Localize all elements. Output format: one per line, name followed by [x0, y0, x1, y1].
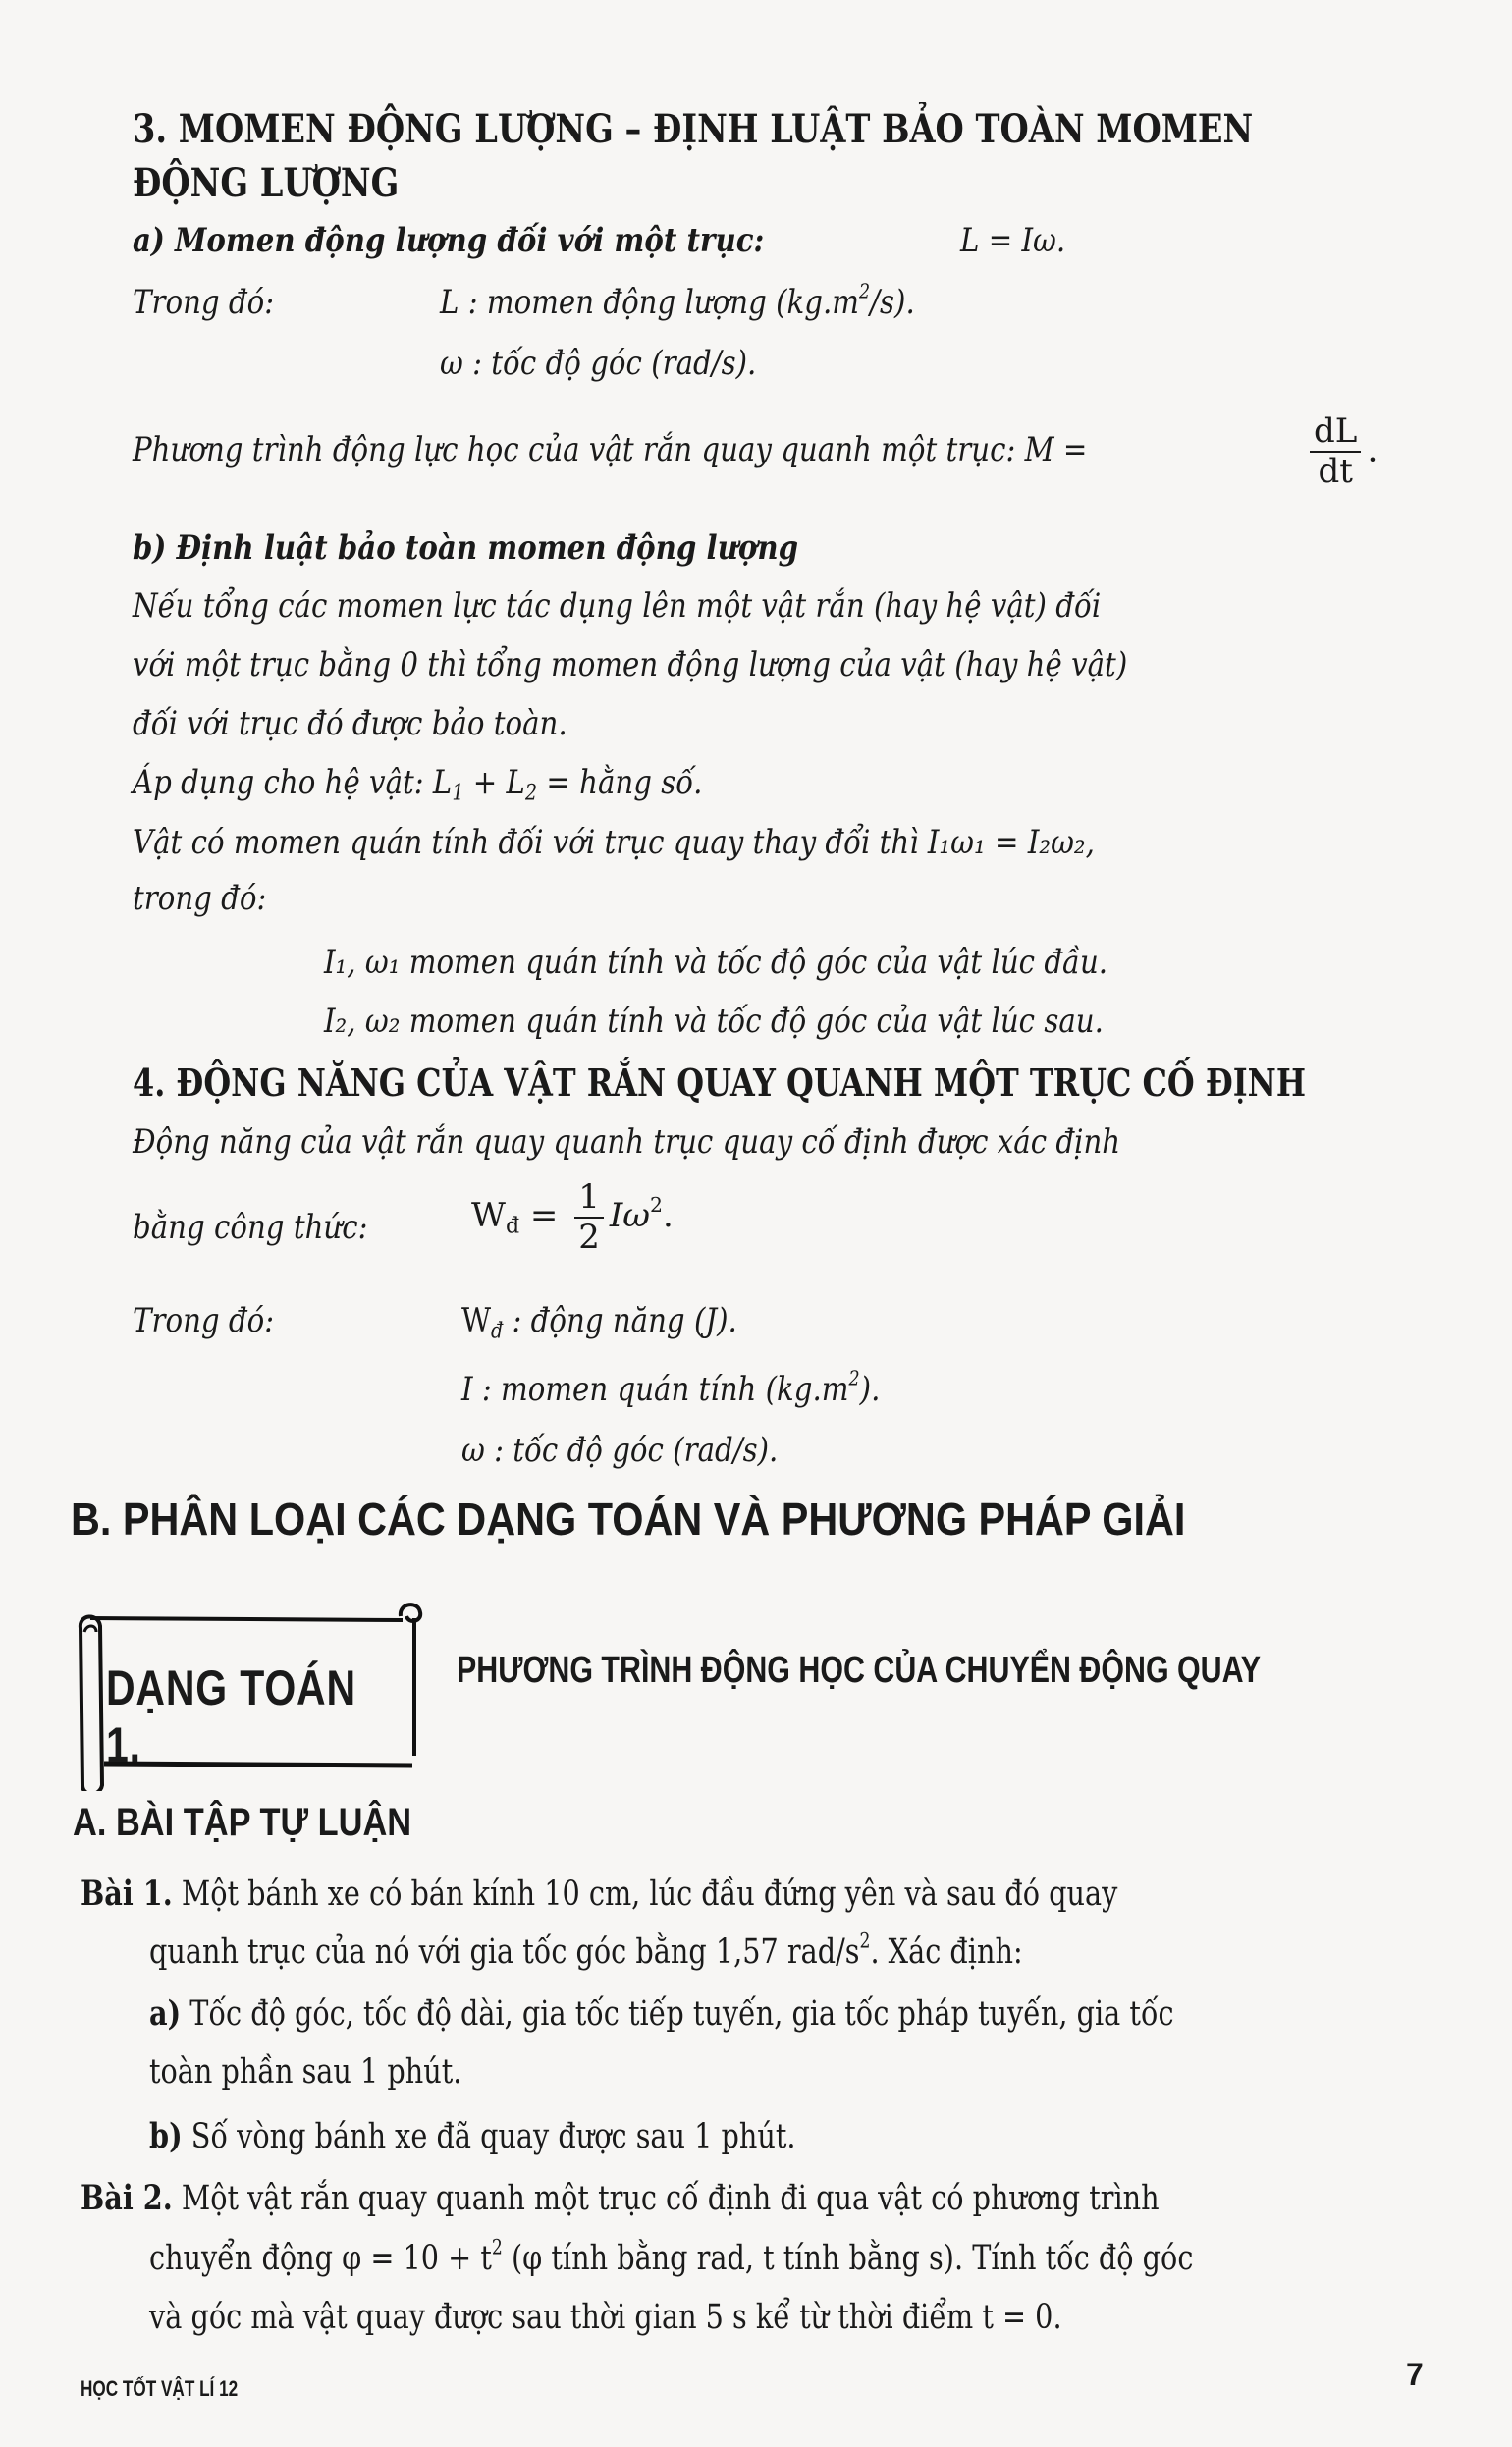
exercise-1-label: Bài 1.: [81, 1874, 173, 1914]
initial-state-definition: I₁, ω₁ momen quán tính và tốc độ góc của vật lúc đầu.: [324, 943, 1108, 982]
conservation-paragraph-line1: Nếu tổng các momen lực tác dụng lên một vật rắn (hay hệ vật) đối: [133, 586, 1102, 625]
where-label-2: Trong đó:: [133, 1301, 275, 1340]
exercise-2-label: Bài 2.: [81, 2178, 173, 2218]
problem-type-label: DẠNG TOÁN 1.: [106, 1660, 356, 1772]
problem-type-banner: [69, 1599, 442, 1791]
section3-heading-line1: 3. MOMEN ĐỘNG LƯỢNG – ĐỊNH LUẬT BẢO TOÀN MOMEN: [133, 106, 1254, 152]
final-state-definition: I₂, ω₂ momen quán tính và tốc độ góc của vật lúc sau.: [324, 1002, 1104, 1041]
subsection-b-title: b) Định luật bảo toàn momen động lượng: [133, 528, 799, 568]
exercise-2-line1: Bài 2. Một vật rắn quay quanh một trục cố định đi qua vật có phương trình: [81, 2178, 1160, 2218]
essay-exercises-heading: A. BÀI TẬP TỰ LUẬN: [73, 1801, 412, 1844]
section4-heading: 4. ĐỘNG NĂNG CỦA VẬT RẮN QUAY QUANH MỘT TRỤC CỐ ĐỊNH: [133, 1060, 1307, 1105]
page-number: 7: [1406, 2357, 1424, 2392]
exercise-2-line3: và góc mà vật quay được sau thời gian 5 s kể từ thời điểm t = 0.: [149, 2298, 1062, 2337]
angular-momentum-formula: L = Iω.: [960, 221, 1066, 260]
definition-Wd: $W_đ$ : động năng (J).: [461, 1301, 737, 1344]
dynamics-fraction: $\frac{dL}{dt}$ .: [1304, 412, 1377, 491]
definition-omega-2: ω : tốc độ góc (rad/s).: [461, 1431, 779, 1470]
exercise-1a-line2: toàn phần sau 1 phút.: [149, 2052, 462, 2092]
kinetic-energy-intro-line1: Động năng của vật rắn quay quanh trục quay cố định được xác định: [133, 1122, 1121, 1162]
problem-type-title: PHƯƠNG TRÌNH ĐỘNG HỌC CỦA CHUYỂN ĐỘNG QUAY: [457, 1650, 1262, 1691]
kinetic-energy-intro-line2: bằng công thức:: [133, 1208, 368, 1247]
definition-I: I : momen quán tính $(kg.m^2)$.: [461, 1366, 881, 1409]
conservation-paragraph-line2: với một trục bằng 0 thì tổng momen động lượng của vật (hay hệ vật): [133, 645, 1128, 684]
where-label: Trong đó:: [133, 283, 275, 322]
section3-heading-line2: ĐỘNG LƯỢNG: [133, 160, 400, 206]
exercise-1b: b) Số vòng bánh xe đã quay được sau 1 phút.: [149, 2116, 796, 2156]
conservation-paragraph-line3: đối với trục đó được bảo toàn.: [133, 704, 567, 743]
kinetic-energy-formula: $W_đ$ = $\frac{1}{2}$ $I\omega^2$.: [471, 1177, 674, 1258]
inertia-change-statement: Vật có momen quán tính đối với trục quay thay đổi thì I₁ω₁ = I₂ω₂,: [133, 823, 1095, 862]
where-lowercase: trong đó:: [133, 879, 267, 918]
dynamics-equation: Phương trình động lực học của vật rắn quay quanh một trục: M =: [133, 430, 1088, 469]
exercise-1-line1: Bài 1. Một bánh xe có bán kính 10 cm, lúc đầu đứng yên và sau đó quay: [81, 1874, 1118, 1914]
exercise-1-line2: quanh trục của nó với gia tốc góc bằng 1,57 rad/$s^2$. Xác định:: [149, 1929, 1023, 1972]
definition-omega: ω : tốc độ góc (rad/s).: [440, 344, 757, 383]
part-b-heading: B. PHÂN LOẠI CÁC DẠNG TOÁN VÀ PHƯƠNG PHÁP GIẢI: [71, 1494, 1186, 1545]
system-application: Áp dụng cho hệ vật: $L_1 + L_2$ = hằng số.: [133, 763, 703, 806]
definition-L: L : momen động lượng $(kg.m^2/s)$.: [440, 279, 915, 322]
exercise-1a-line1: a) Tốc độ góc, tốc độ dài, gia tốc tiếp tuyến, gia tốc pháp tuyến, gia tốc: [149, 1993, 1174, 2034]
exercise-2-line2: chuyển động $\varphi = 10 + t^2$ (φ tính bằng rad, t tính bằng s). Tính tốc độ góc: [149, 2235, 1194, 2278]
footer-book-title: HỌC TỐT VẬT LÍ 12: [81, 2376, 239, 2401]
subsection-a-title: a) Momen động lượng đối với một trục:: [133, 221, 765, 260]
